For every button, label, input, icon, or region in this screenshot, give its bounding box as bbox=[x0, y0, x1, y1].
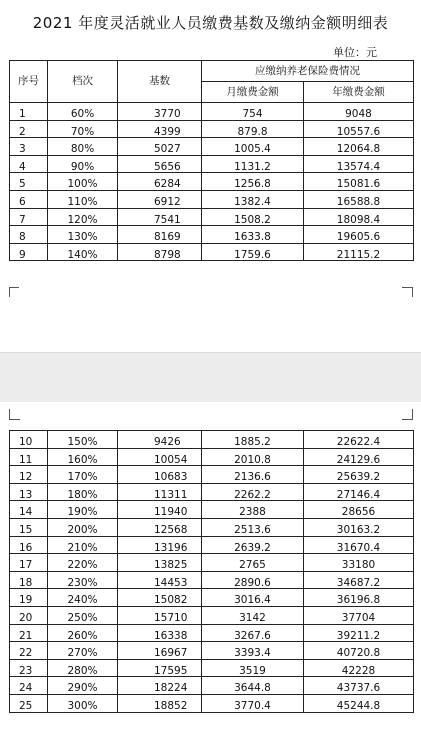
cell-annual: 36196.8 bbox=[304, 589, 414, 607]
cell-annual: 33180 bbox=[304, 554, 414, 572]
unit-label: 单位：元 bbox=[333, 46, 377, 59]
page-gap bbox=[0, 352, 421, 404]
cell-index: 22 bbox=[10, 642, 48, 660]
cell-base: 5656 bbox=[118, 155, 202, 173]
page-corner-mark bbox=[9, 287, 19, 288]
cell-index: 18 bbox=[10, 571, 48, 589]
cell-base: 9426 bbox=[118, 431, 202, 449]
cell-base: 18852 bbox=[118, 694, 202, 712]
cell-base: 11940 bbox=[118, 501, 202, 519]
cell-annual: 42228 bbox=[304, 659, 414, 677]
cell-annual: 21115.2 bbox=[304, 243, 414, 261]
cell-base: 14453 bbox=[118, 571, 202, 589]
cell-index: 25 bbox=[10, 694, 48, 712]
cell-index: 7 bbox=[10, 208, 48, 226]
cell-monthly: 1382.4 bbox=[202, 190, 304, 208]
cell-base: 4399 bbox=[118, 120, 202, 138]
cell-base: 13196 bbox=[118, 536, 202, 554]
cell-base: 7541 bbox=[118, 208, 202, 226]
cell-level: 90% bbox=[48, 155, 118, 173]
cell-monthly: 2136.6 bbox=[202, 466, 304, 484]
cell-index: 15 bbox=[10, 518, 48, 536]
cell-annual: 10557.6 bbox=[304, 120, 414, 138]
cell-annual: 18098.4 bbox=[304, 208, 414, 226]
page-corner-mark bbox=[402, 287, 413, 297]
cell-level: 200% bbox=[48, 518, 118, 536]
cell-annual: 9048 bbox=[304, 103, 414, 121]
page-corner-mark bbox=[9, 409, 20, 420]
cell-monthly: 3142 bbox=[202, 606, 304, 624]
cell-index: 3 bbox=[10, 138, 48, 156]
cell-monthly: 1759.6 bbox=[202, 243, 304, 261]
cell-monthly: 3393.4 bbox=[202, 642, 304, 660]
table-row bbox=[10, 518, 414, 536]
cell-level: 290% bbox=[48, 677, 118, 695]
header-annual: 年缴费金额 bbox=[304, 82, 414, 103]
cell-annual: 16588.8 bbox=[304, 190, 414, 208]
header-monthly: 月缴费金额 bbox=[202, 82, 304, 103]
table-row bbox=[10, 483, 414, 501]
cell-index: 12 bbox=[10, 466, 48, 484]
cell-index: 20 bbox=[10, 606, 48, 624]
cell-index: 19 bbox=[10, 589, 48, 607]
cell-base: 10683 bbox=[118, 466, 202, 484]
cell-index: 8 bbox=[10, 226, 48, 244]
cell-level: 210% bbox=[48, 536, 118, 554]
cell-annual: 45244.8 bbox=[304, 694, 414, 712]
cell-index: 17 bbox=[10, 554, 48, 572]
cell-level: 240% bbox=[48, 589, 118, 607]
cell-level: 300% bbox=[48, 694, 118, 712]
cell-index: 6 bbox=[10, 190, 48, 208]
cell-annual: 12064.8 bbox=[304, 138, 414, 156]
cell-monthly: 754 bbox=[202, 103, 304, 121]
cell-base: 15082 bbox=[118, 589, 202, 607]
table-row bbox=[10, 606, 414, 624]
table-row bbox=[10, 448, 414, 466]
cell-annual: 39211.2 bbox=[304, 624, 414, 642]
document-title: 2021 年度灵活就业人员缴费基数及缴纳金额明细表 bbox=[32, 14, 389, 32]
table-row bbox=[10, 138, 414, 156]
cell-annual: 19605.6 bbox=[304, 226, 414, 244]
cell-level: 80% bbox=[48, 138, 118, 156]
cell-annual: 30163.2 bbox=[304, 518, 414, 536]
cell-level: 180% bbox=[48, 483, 118, 501]
cell-base: 13825 bbox=[118, 554, 202, 572]
cell-index: 16 bbox=[10, 536, 48, 554]
cell-monthly: 1005.4 bbox=[202, 138, 304, 156]
table-row bbox=[10, 501, 414, 519]
cell-index: 21 bbox=[10, 624, 48, 642]
cell-level: 70% bbox=[48, 120, 118, 138]
table-row bbox=[10, 466, 414, 484]
cell-monthly: 2010.8 bbox=[202, 448, 304, 466]
cell-monthly: 2262.2 bbox=[202, 483, 304, 501]
cell-base: 16967 bbox=[118, 642, 202, 660]
cell-level: 250% bbox=[48, 606, 118, 624]
cell-index: 4 bbox=[10, 155, 48, 173]
table-row bbox=[10, 694, 414, 712]
cell-base: 16338 bbox=[118, 624, 202, 642]
cell-index: 23 bbox=[10, 659, 48, 677]
cell-level: 170% bbox=[48, 466, 118, 484]
cell-monthly: 2890.6 bbox=[202, 571, 304, 589]
cell-monthly: 1885.2 bbox=[202, 431, 304, 449]
cell-index: 1 bbox=[10, 103, 48, 121]
cell-base: 3770 bbox=[118, 103, 202, 121]
cell-level: 130% bbox=[48, 226, 118, 244]
cell-base: 6912 bbox=[118, 190, 202, 208]
cell-level: 220% bbox=[48, 554, 118, 572]
cell-index: 10 bbox=[10, 431, 48, 449]
page-corner-mark bbox=[402, 409, 413, 420]
table-row bbox=[10, 173, 414, 191]
cell-monthly: 2388 bbox=[202, 501, 304, 519]
header-level: 档次 bbox=[48, 61, 118, 103]
cell-annual: 31670.4 bbox=[304, 536, 414, 554]
cell-index: 14 bbox=[10, 501, 48, 519]
cell-index: 2 bbox=[10, 120, 48, 138]
cell-level: 60% bbox=[48, 103, 118, 121]
table-row bbox=[10, 243, 414, 261]
cell-base: 18224 bbox=[118, 677, 202, 695]
cell-index: 9 bbox=[10, 243, 48, 261]
cell-base: 15710 bbox=[118, 606, 202, 624]
cell-base: 12568 bbox=[118, 518, 202, 536]
table-row bbox=[10, 155, 414, 173]
cell-base: 5027 bbox=[118, 138, 202, 156]
cell-level: 260% bbox=[48, 624, 118, 642]
cell-annual: 43737.6 bbox=[304, 677, 414, 695]
cell-annual: 37704 bbox=[304, 606, 414, 624]
cell-level: 270% bbox=[48, 642, 118, 660]
cell-annual: 34687.2 bbox=[304, 571, 414, 589]
cell-base: 6284 bbox=[118, 173, 202, 191]
cell-level: 120% bbox=[48, 208, 118, 226]
contribution-table-part-2 bbox=[9, 430, 414, 713]
cell-annual: 13574.4 bbox=[304, 155, 414, 173]
cell-level: 140% bbox=[48, 243, 118, 261]
table-row bbox=[10, 431, 414, 449]
cell-monthly: 3770.4 bbox=[202, 694, 304, 712]
table-row bbox=[10, 554, 414, 572]
cell-level: 110% bbox=[48, 190, 118, 208]
page-corner-mark bbox=[9, 287, 20, 297]
cell-monthly: 2513.6 bbox=[202, 518, 304, 536]
cell-annual: 28656 bbox=[304, 501, 414, 519]
cell-base: 8169 bbox=[118, 226, 202, 244]
cell-monthly: 3644.8 bbox=[202, 677, 304, 695]
table-row bbox=[10, 571, 414, 589]
cell-monthly: 879.8 bbox=[202, 120, 304, 138]
table-row bbox=[10, 536, 414, 554]
table-row bbox=[10, 208, 414, 226]
page-corner-mark bbox=[402, 287, 412, 288]
cell-monthly: 3016.4 bbox=[202, 589, 304, 607]
cell-monthly: 1256.8 bbox=[202, 173, 304, 191]
cell-monthly: 3519 bbox=[202, 659, 304, 677]
cell-annual: 25639.2 bbox=[304, 466, 414, 484]
table-row bbox=[10, 589, 414, 607]
cell-base: 11311 bbox=[118, 483, 202, 501]
cell-level: 100% bbox=[48, 173, 118, 191]
cell-annual: 15081.6 bbox=[304, 173, 414, 191]
cell-index: 24 bbox=[10, 677, 48, 695]
cell-base: 10054 bbox=[118, 448, 202, 466]
table-row bbox=[10, 659, 414, 677]
header-base: 基数 bbox=[118, 61, 202, 103]
table-row bbox=[10, 190, 414, 208]
cell-monthly: 3267.6 bbox=[202, 624, 304, 642]
cell-monthly: 1508.2 bbox=[202, 208, 304, 226]
table-row bbox=[10, 677, 414, 695]
table-row bbox=[10, 642, 414, 660]
cell-index: 13 bbox=[10, 483, 48, 501]
table-row bbox=[10, 226, 414, 244]
cell-level: 280% bbox=[48, 659, 118, 677]
cell-monthly: 1633.8 bbox=[202, 226, 304, 244]
cell-level: 150% bbox=[48, 431, 118, 449]
cell-annual: 24129.6 bbox=[304, 448, 414, 466]
cell-index: 5 bbox=[10, 173, 48, 191]
cell-monthly: 2765 bbox=[202, 554, 304, 572]
cell-annual: 27146.4 bbox=[304, 483, 414, 501]
cell-level: 190% bbox=[48, 501, 118, 519]
cell-annual: 22622.4 bbox=[304, 431, 414, 449]
table-row bbox=[10, 624, 414, 642]
cell-base: 17595 bbox=[118, 659, 202, 677]
cell-base: 8798 bbox=[118, 243, 202, 261]
cell-index: 11 bbox=[10, 448, 48, 466]
header-group: 应缴纳养老保险费情况 bbox=[202, 61, 414, 82]
cell-level: 230% bbox=[48, 571, 118, 589]
cell-annual: 40720.8 bbox=[304, 642, 414, 660]
header-index: 序号 bbox=[10, 61, 48, 103]
cell-monthly: 2639.2 bbox=[202, 536, 304, 554]
table-row bbox=[10, 120, 414, 138]
cell-level: 160% bbox=[48, 448, 118, 466]
contribution-table-part-1 bbox=[9, 60, 414, 261]
table-row bbox=[10, 103, 414, 121]
cell-monthly: 1131.2 bbox=[202, 155, 304, 173]
